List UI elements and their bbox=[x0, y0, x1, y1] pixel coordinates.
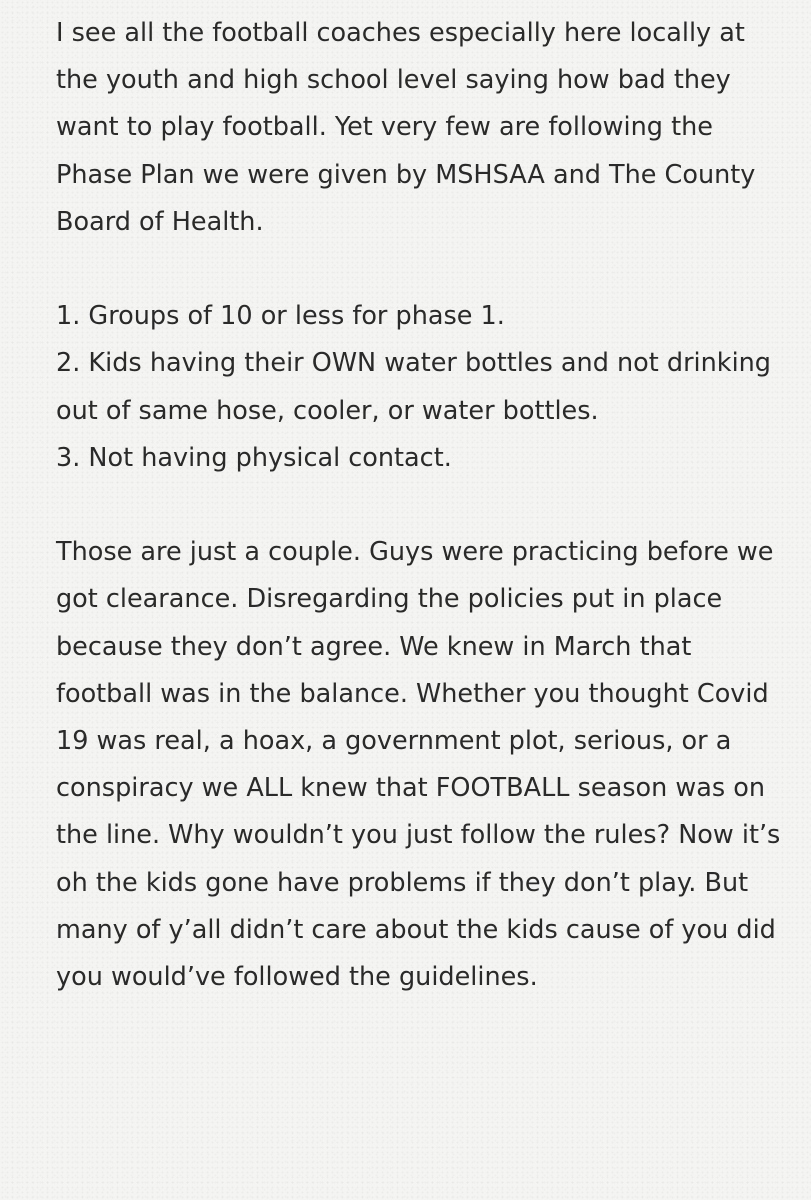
list-item-2: 2. Kids having their OWN water bottles and not drinking out of same hose, cooler, or water bottles. bbox=[56, 348, 771, 426]
paragraph-spacer bbox=[56, 246, 786, 293]
closing-paragraph: Those are just a couple. Guys were practicing before we got clearance. Disregarding the policies put in place because they don’t agree. We knew in March that football was in the balance. Whether you thought Covid 19 was real, a hoax, a government plot, serious, or a conspiracy we ALL knew that FOOTBALL season was on the line. Why wouldn’t you just follow the rules? Now it’s oh the kids gone have problems if they don’t play. But many of y’all didn’t care about the kids cause of you did you would’ve followed the guidelines. bbox=[56, 537, 781, 993]
note-body bbox=[56, 10, 786, 1001]
list-item-1: 1. Groups of 10 or less for phase 1. bbox=[56, 301, 505, 332]
paragraph-spacer bbox=[56, 482, 786, 529]
list-item-3: 3. Not having physical contact. bbox=[56, 442, 452, 473]
intro-paragraph: I see all the football coaches especially here locally at the youth and high school level saying how bad they want to play football. Yet very few are following the Phase Plan we were given by MSHSAA and The County Board of Health. bbox=[56, 18, 756, 237]
